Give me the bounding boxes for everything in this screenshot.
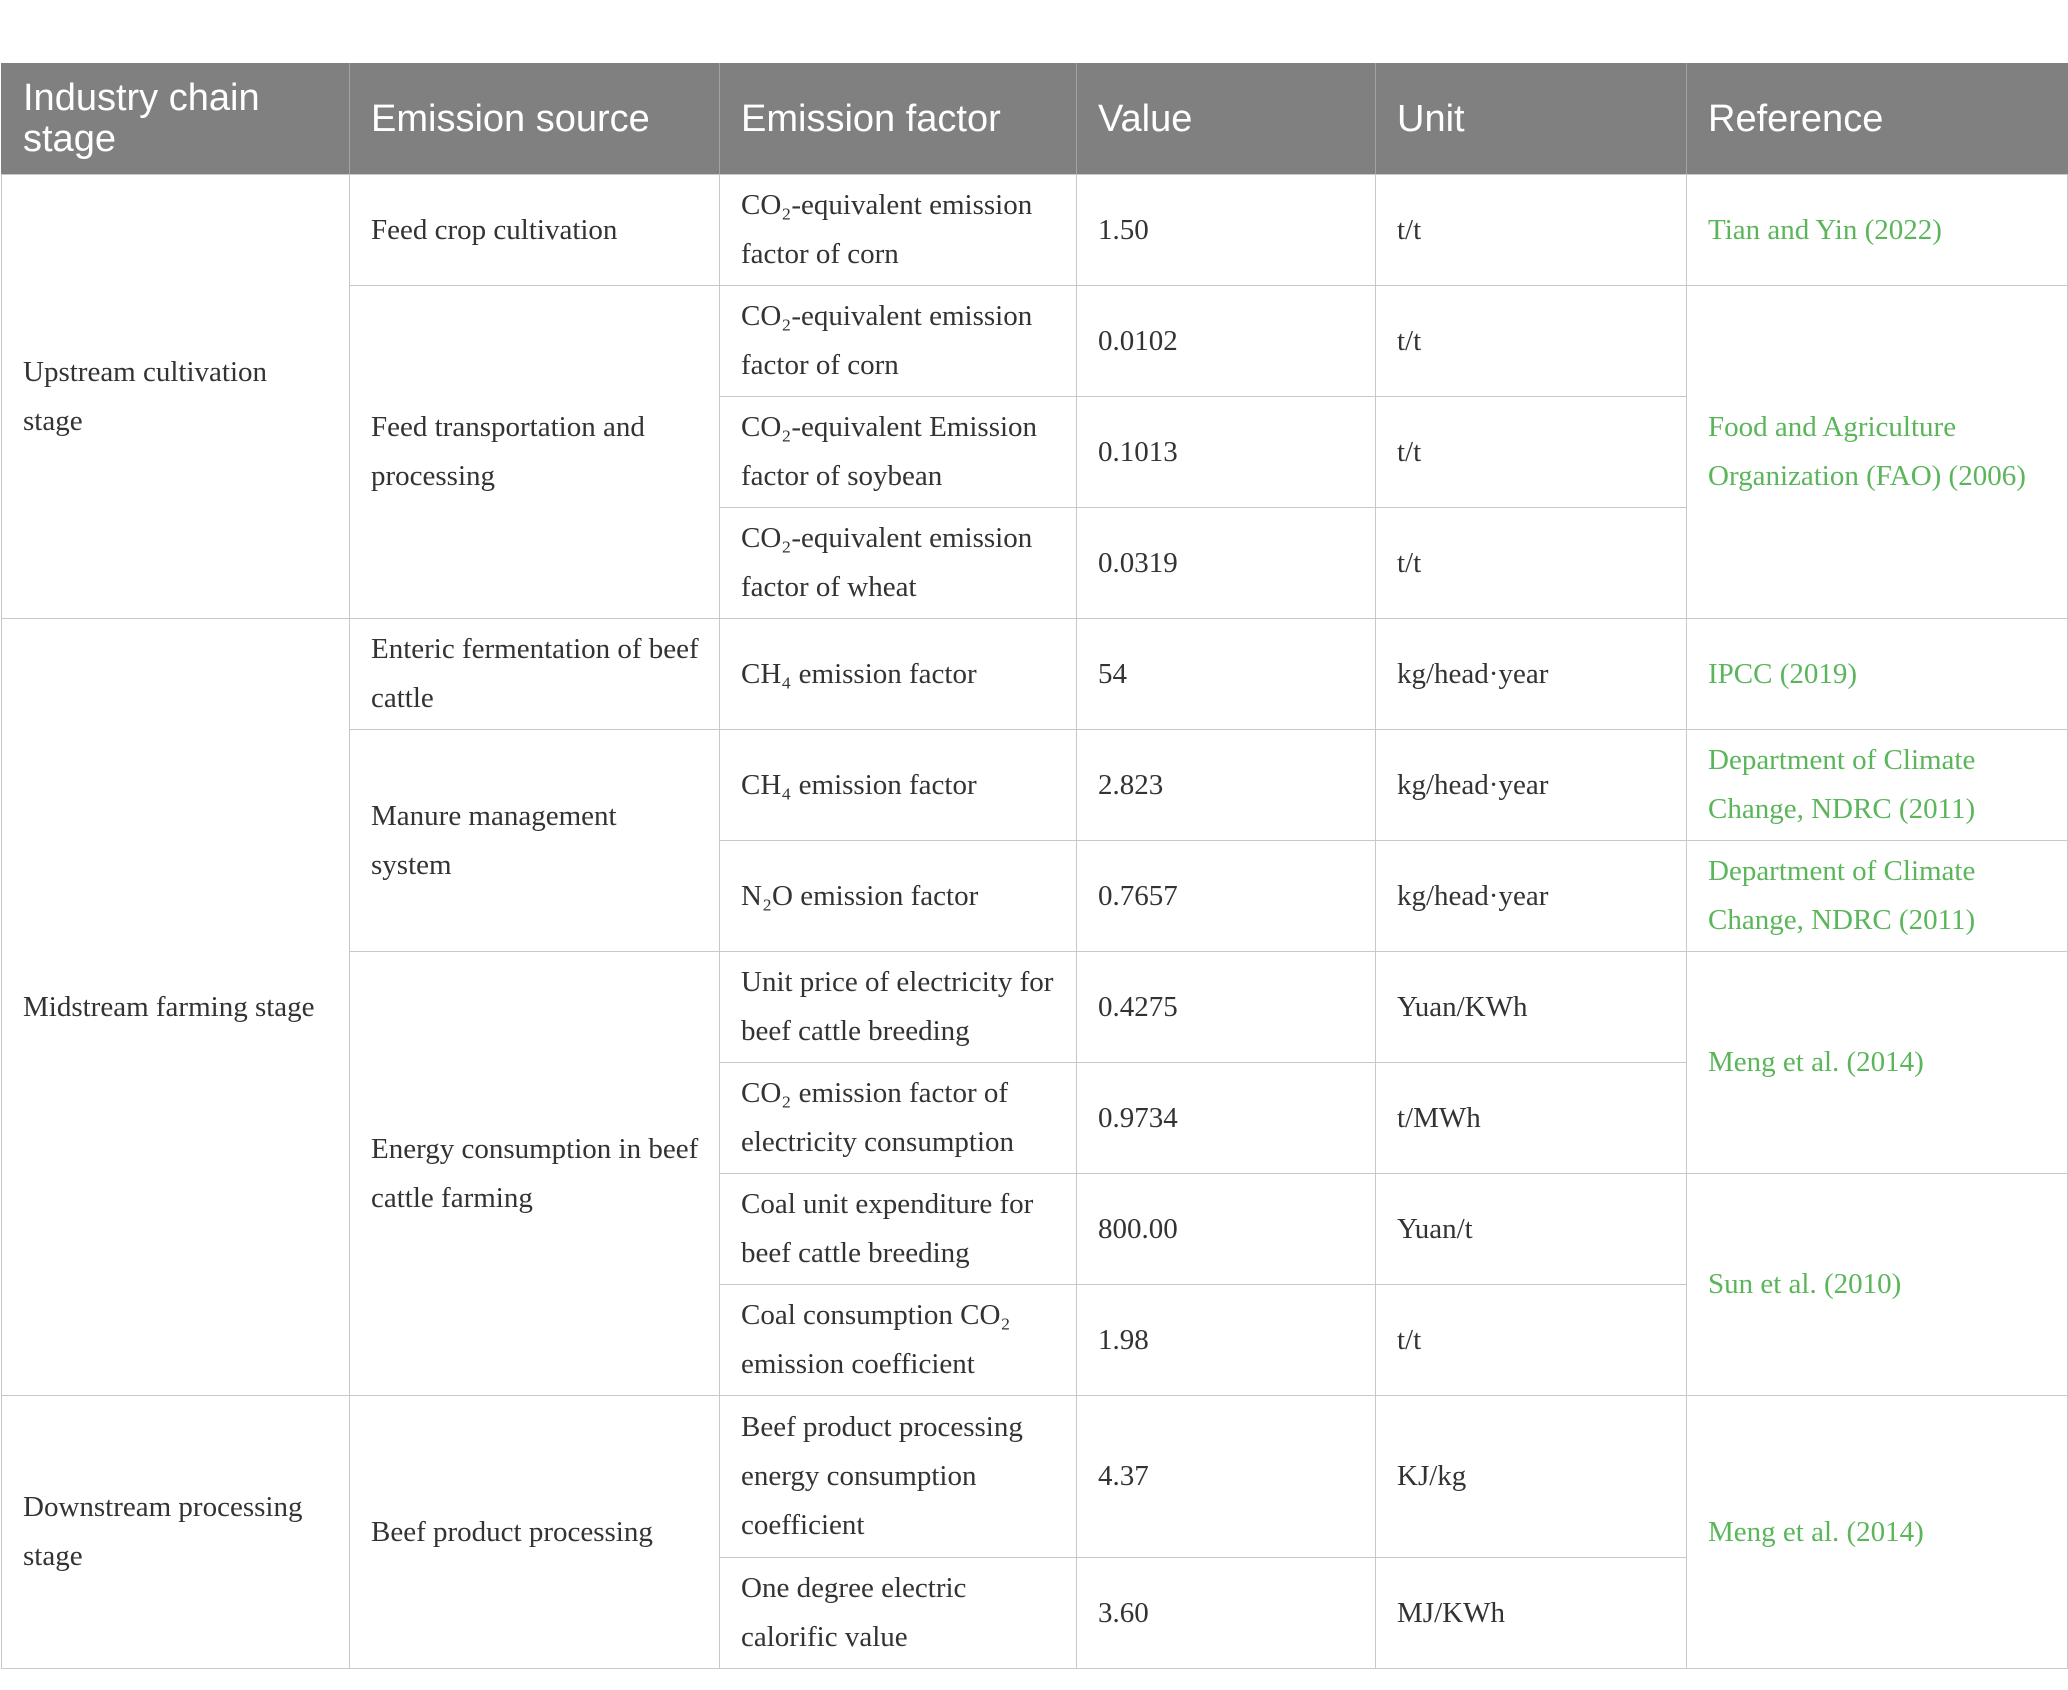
cell-reference <box>1687 1174 2068 1396</box>
cell-emission-factor: Coal unit expenditure for beef cattle breeding <box>720 1174 1077 1285</box>
cell-emission-factor: CO₂-equivalent emission factor of wheat <box>720 508 1077 619</box>
reference-link[interactable]: Sun et al. (2010) <box>1708 1268 1902 1300</box>
column-header-unit: Unit <box>1376 64 1687 175</box>
reference-link[interactable]: Food and Agriculture Organization (FAO) (2006) <box>1708 411 2026 492</box>
cell-unit: Yuan/t <box>1376 1174 1687 1285</box>
cell-emission-factor: CO₂ emission factor of electricity consumption <box>720 1063 1077 1174</box>
cell-emission-source: Energy consumption in beef cattle farming <box>350 952 720 1396</box>
cell-emission-factor: One degree electric calorific value <box>720 1558 1077 1669</box>
cell-unit: MJ/KWh <box>1376 1558 1687 1669</box>
column-header-value: Value <box>1077 64 1376 175</box>
cell-unit: kg/head·year <box>1376 730 1687 841</box>
cell-emission-factor: N₂O emission factor <box>720 841 1077 952</box>
cell-unit: kg/head·year <box>1376 619 1687 730</box>
reference-link[interactable]: Department of Climate Change, NDRC (2011) <box>1708 744 1976 825</box>
cell-value: 3.60 <box>1077 1558 1376 1669</box>
cell-value: 4.37 <box>1077 1396 1376 1558</box>
cell-emission-source: Feed transportation and processing <box>350 286 720 619</box>
cell-reference <box>1687 175 2068 286</box>
cell-reference <box>1687 841 2068 952</box>
cell-emission-factor: CO₂-equivalent Emission factor of soybean <box>720 397 1077 508</box>
cell-value: 0.1013 <box>1077 397 1376 508</box>
column-header-reference: Reference <box>1687 64 2068 175</box>
cell-unit: kg/head·year <box>1376 841 1687 952</box>
reference-link[interactable]: Meng et al. (2014) <box>1708 1515 1924 1548</box>
cell-reference <box>1687 286 2068 619</box>
cell-value: 0.7657 <box>1077 841 1376 952</box>
cell-reference <box>1687 1396 2068 1669</box>
cell-emission-source: Enteric fermentation of beef cattle <box>350 619 720 730</box>
cell-unit: KJ/kg <box>1376 1396 1687 1558</box>
cell-value: 2.823 <box>1077 730 1376 841</box>
cell-value: 1.50 <box>1077 175 1376 286</box>
cell-unit: t/MWh <box>1376 1063 1687 1174</box>
column-header-emission-source: Emission source <box>350 64 720 175</box>
column-header-industry-chain-stage: Industry chain stage <box>2 64 350 175</box>
cell-emission-factor: CH₄ emission factor <box>720 730 1077 841</box>
reference-link[interactable]: Tian and Yin (2022) <box>1708 213 1942 246</box>
cell-value: 0.9734 <box>1077 1063 1376 1174</box>
cell-emission-source: Feed crop cultivation <box>350 175 720 286</box>
cell-value: 54 <box>1077 619 1376 730</box>
cell-emission-source: Manure management system <box>350 730 720 952</box>
table-row <box>2 175 2068 286</box>
cell-reference <box>1687 619 2068 730</box>
cell-unit: t/t <box>1376 1285 1687 1396</box>
cell-reference <box>1687 730 2068 841</box>
cell-emission-factor: CH₄ emission factor <box>720 619 1077 730</box>
cell-reference <box>1687 952 2068 1174</box>
table-row <box>2 1396 2068 1558</box>
cell-emission-factor: CO₂-equivalent emission factor of corn <box>720 286 1077 397</box>
cell-unit: t/t <box>1376 508 1687 619</box>
cell-emission-source: Beef product processing <box>350 1396 720 1669</box>
column-header-emission-factor: Emission factor <box>720 64 1077 175</box>
cell-value: 800.00 <box>1077 1174 1376 1285</box>
emission-factors-table <box>1 63 2068 1669</box>
reference-link[interactable]: Meng et al. (2014) <box>1708 1046 1924 1078</box>
cell-value: 1.98 <box>1077 1285 1376 1396</box>
cell-emission-factor: Coal consumption CO₂ emission coefficient <box>720 1285 1077 1396</box>
header-row <box>2 64 2068 175</box>
cell-unit: Yuan/KWh <box>1376 952 1687 1063</box>
cell-unit: t/t <box>1376 286 1687 397</box>
cell-value: 0.0319 <box>1077 508 1376 619</box>
cell-unit: t/t <box>1376 175 1687 286</box>
cell-industry-chain-stage: Downstream processing stage <box>2 1396 350 1669</box>
table-body <box>2 175 2068 1669</box>
cell-value: 0.4275 <box>1077 952 1376 1063</box>
cell-value: 0.0102 <box>1077 286 1376 397</box>
reference-link[interactable]: IPCC (2019) <box>1708 657 1858 690</box>
cell-emission-factor: CO₂-equivalent emission factor of corn <box>720 175 1077 286</box>
cell-unit: t/t <box>1376 397 1687 508</box>
cell-industry-chain-stage: Upstream cultivation stage <box>2 175 350 619</box>
cell-emission-factor: Beef product processing energy consumption coefficient <box>720 1396 1077 1558</box>
reference-link[interactable]: Department of Climate Change, NDRC (2011) <box>1708 855 1976 936</box>
cell-emission-factor: Unit price of electricity for beef cattle breeding <box>720 952 1077 1063</box>
cell-industry-chain-stage: Midstream farming stage <box>2 619 350 1396</box>
table-row <box>2 619 2068 730</box>
table-header <box>2 64 2068 175</box>
